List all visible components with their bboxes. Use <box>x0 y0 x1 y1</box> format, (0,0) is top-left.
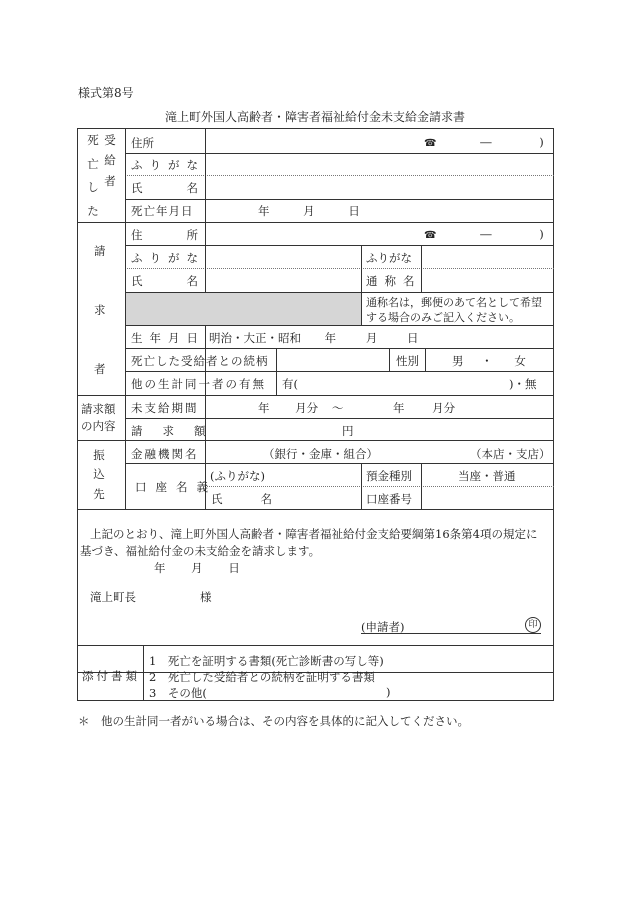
claim-period-label: 未支給期間 <box>131 401 199 415</box>
claim-amount-value[interactable]: 円 <box>342 424 354 438</box>
claimant-section-char-1: 請 <box>94 244 106 258</box>
statement-date[interactable]: 年 月 日 <box>154 561 240 575</box>
claimant-furigana-label: ふりがな <box>131 251 205 265</box>
transfer-branch-types[interactable]: （本店・支店） <box>470 447 551 461</box>
claimant-household-label: 他の生計同一者の有無 <box>131 377 266 391</box>
claimant-alias-note-1: 通称名は，郵便のあて名として希望 <box>366 296 542 309</box>
transfer-bank-types[interactable]: （銀行・金庫・組合） <box>263 447 378 461</box>
form-title: 滝上町外国人高齢者・障害者福祉給付金未支給金請求書 <box>164 110 465 124</box>
deceased-section-col2: 受 給 者 <box>104 133 116 188</box>
deceased-address-label: 住所 <box>131 136 154 150</box>
deceased-name-label: 氏名 <box>131 181 242 195</box>
mayor-sama: 様 <box>200 590 212 604</box>
transfer-deposit-type-label: 預金種別 <box>366 469 412 483</box>
claimant-furigana-value[interactable] <box>210 250 356 266</box>
claimant-alias-furigana-value[interactable] <box>426 250 550 266</box>
claimant-gender-options[interactable]: 男 ・ 女 <box>452 354 526 368</box>
claimant-section-char-3: 者 <box>94 362 106 376</box>
transfer-account-number-value[interactable] <box>426 491 550 507</box>
claimant-relation-value[interactable] <box>281 353 385 369</box>
footnote: ＊ 他の生計同一者がいる場合は、その内容を具体的に記入してください。 <box>78 714 469 728</box>
claimant-section-char-2: 求 <box>94 303 106 317</box>
claimant-relation-label: 死亡した受給者との続柄 <box>131 354 269 368</box>
deceased-furigana-value[interactable] <box>210 157 550 173</box>
deceased-furigana-label: ふりがな <box>131 158 205 172</box>
attachment-item-2: 2 死亡した受給者との続柄を証明する書類 <box>149 670 375 684</box>
deceased-section-col1: 死 亡 し た <box>87 133 99 218</box>
transfer-deposit-options[interactable]: 当座・普通 <box>458 469 516 483</box>
attachment-item-1: 1 死亡を証明する書類(死亡診断書の写し等) <box>149 654 384 668</box>
deceased-phone: ☎ ― ) <box>424 135 544 149</box>
claim-period-value[interactable]: 年 月分 ～ 年 月分 <box>258 401 456 415</box>
form-number: 様式第8号 <box>78 86 134 100</box>
claimant-household-no[interactable]: )・無 <box>509 377 537 391</box>
blank-shaded-cell <box>125 292 361 325</box>
attachment-item-3: 3 その他( <box>149 686 207 700</box>
claimant-name-value[interactable] <box>210 273 356 289</box>
statement-line-2: 基づき、福祉給付金の未支給金を請求します。 <box>80 544 321 558</box>
phone-icon: ☎ <box>424 138 437 149</box>
claimant-alias-note-2: する場合のみご記入ください。 <box>366 311 520 324</box>
claim-section-line-1: 請求額 <box>81 402 116 416</box>
transfer-section-chars: 振 込 先 <box>93 448 105 501</box>
applicant-label: (申請者) <box>361 620 405 634</box>
claimant-phone: ☎ ― ) <box>424 227 544 241</box>
transfer-name-sub-label: 氏名 <box>211 492 310 506</box>
mayor-label: 滝上町長 <box>90 590 136 604</box>
claimant-gender-label: 性別 <box>396 354 419 368</box>
claimant-alias-furigana-label: ふりがな <box>366 251 412 265</box>
seal-mark: 印 <box>525 617 541 633</box>
claimant-household-yes[interactable]: 有( <box>282 377 298 391</box>
deceased-death-date-label: 死亡年月日 <box>131 204 194 218</box>
claim-amount-label: 請求額 <box>131 424 226 438</box>
attachment-item-3-close: ) <box>386 685 391 699</box>
deceased-name-value[interactable] <box>210 180 550 196</box>
claim-section-line-2: の内容 <box>81 419 116 433</box>
claimant-name-label: 氏名 <box>131 274 242 288</box>
deceased-death-date-value[interactable]: 年 月 日 <box>258 204 360 218</box>
claimant-birth-value[interactable]: 明治・大正・昭和 年 月 日 <box>209 331 419 345</box>
statement-line-1: 上記のとおり、滝上町外国人高齢者・障害者福祉給付金支給要綱第16条第4項の規定に <box>90 527 538 541</box>
phone-icon: ☎ <box>424 230 437 241</box>
transfer-furigana-paren: (ふりがな) <box>210 469 265 483</box>
transfer-account-name-label: 口座名義 <box>135 480 217 494</box>
claimant-address-label: 住所 <box>131 228 242 242</box>
attachments-label: 添付書類 <box>82 669 140 683</box>
transfer-bank-label: 金融機関名 <box>131 447 199 461</box>
transfer-account-number-label: 口座番号 <box>366 492 412 506</box>
claimant-alias-label: 通称名 <box>366 274 422 288</box>
claimant-birth-label: 生年月日 <box>131 331 205 345</box>
claimant-alias-value[interactable] <box>426 273 550 289</box>
